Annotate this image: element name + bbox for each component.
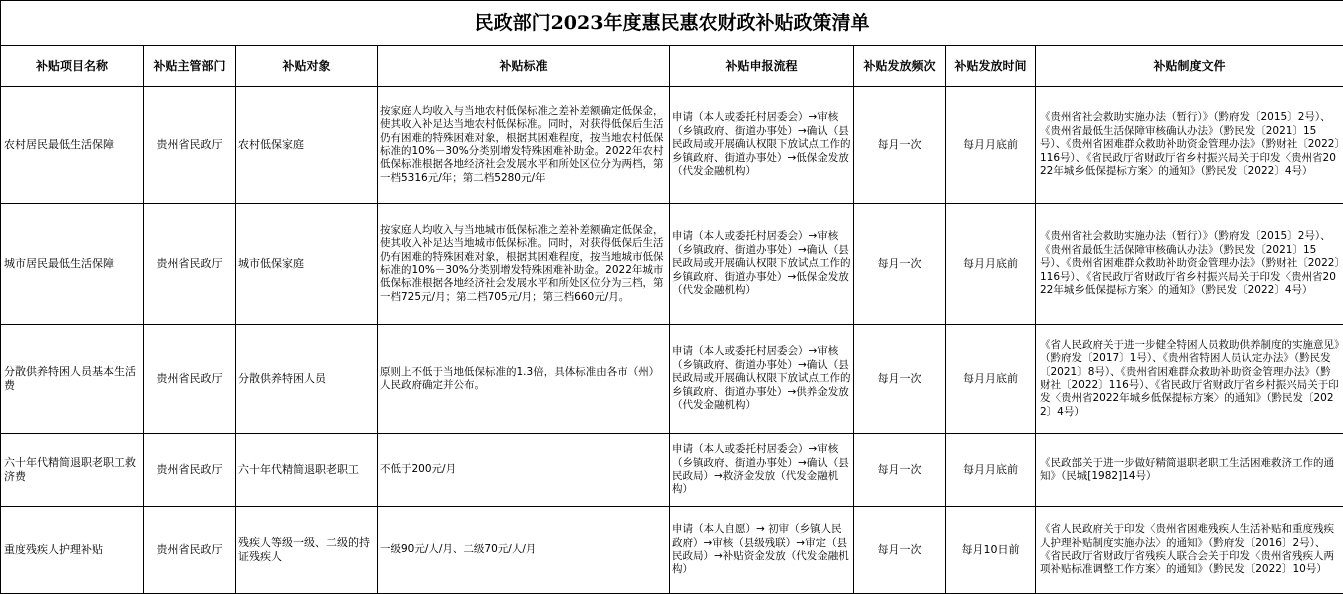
target: 农村低保家庭: [236, 87, 378, 204]
table-row: [1, 204, 1343, 325]
table-row: [1, 87, 1343, 204]
department: 贵州省民政厅: [144, 87, 236, 204]
project-name: 分散供养特困人员基本生活费: [1, 325, 144, 434]
process: 申请（本人或委托村居委会）→审核（乡镇政府、街道办事处）→确认（县民政局）→救济金发放（代发金融机构）: [670, 434, 854, 507]
document-title: 民政部门2023年度惠民惠农财政补贴政策清单: [1, 1, 1343, 46]
header-time: 补贴发放时间: [946, 46, 1036, 87]
process: 申请（本人或委托村居委会）→审核（乡镇政府、街道办事处）→确认（县民政局或开展确认权限下放试点工作的乡镇政府、街道办事处）→低保金发放（代发金融机构）: [670, 204, 854, 325]
header-project-name: 补贴项目名称: [1, 46, 144, 87]
policy-documents: 《省人民政府关于印发〈贵州省困难残疾人生活补贴和重度残疾人护理补贴制度实施办法〉的通知》（黔府发〔2016〕2号）、《省民政厅省财政厅省残疾人联合会关于印发〈贵州省残疾人两项补贴标准调整工作方案〉的通知》（黔民发〔2022〕10号）: [1036, 507, 1343, 594]
header-documents: 补贴制度文件: [1036, 46, 1343, 87]
project-name: 农村居民最低生活保障: [1, 87, 144, 204]
issue-time: 每月月底前: [946, 87, 1036, 204]
target: 残疾人等级一级、二级的持证残疾人: [236, 507, 378, 594]
target: 分散供养特困人员: [236, 325, 378, 434]
department: 贵州省民政厅: [144, 434, 236, 507]
frequency: 每月一次: [854, 507, 946, 594]
policy-documents: 《民政部关于进一步做好精简退职老职工生活困难救济工作的通知》（民城[1982]14号）: [1036, 434, 1343, 507]
policy-documents: 《贵州省社会救助实施办法（暂行）》（黔府发〔2015〕2号）、《贵州省最低生活保障审核确认办法》（黔民发〔2021〕15号）、《贵州省困难群众救助补助资金管理办法》（黔财社〔2022〕116号）、《省民政厅省财政厅省乡村振兴局关于印发〈贵州省2022年城乡低保提标方案〉的通知》（黔民发〔2022〕4号）: [1036, 87, 1343, 204]
standard: 按家庭人均收入与当地农村低保标准之差补差额确定低保金，使其收入补足达当地农村低保标准。同时，对获得低保后生活仍有困难的特殊困难对象，根据其困难程度，按当地农村低保标准的10%－30%分类别增发特殊困难补助金。2022年农村低保标准根据各地经济社会发展水平和所处区位分为两档，第一档5316元/年；第二档5280元/年: [378, 87, 670, 204]
standard: 原则上不低于当地低保标准的1.3倍，具体标准由各市（州）人民政府确定并公布。: [378, 325, 670, 434]
department: 贵州省民政厅: [144, 204, 236, 325]
target: 城市低保家庭: [236, 204, 378, 325]
project-name: 城市居民最低生活保障: [1, 204, 144, 325]
standard: 按家庭人均收入与当地城市低保标准之差补差额确定低保金，使其收入补足达当地城市低保标准。同时，对获得低保后生活仍有困难的特殊困难对象，根据其困难程度，按当地城市低保标准的10%－30%分类别增发特殊困难补助金。2022年城市低保标准根据各地经济社会发展水平和所处区位分为三档，第一档725元/月；第二档705元/月；第三档660元/月。: [378, 204, 670, 325]
frequency: 每月一次: [854, 204, 946, 325]
header-department: 补贴主管部门: [144, 46, 236, 87]
policy-documents: 《省人民政府关于进一步健全特困人员救助供养制度的实施意见》（黔府发〔2017〕1号）、《贵州省特困人员认定办法》（黔民发〔2021〕8号）、《贵州省困难群众救助补助资金管理办法》（黔财社〔2022〕116号）、《省民政厅省财政厅省乡村振兴局关于印发〈贵州省2022年城乡低保提标方案〉的通知》（黔民发〔2022〕4号）: [1036, 325, 1343, 434]
project-name: 重度残疾人护理补贴: [1, 507, 144, 594]
project-name: 六十年代精简退职老职工救济费: [1, 434, 144, 507]
standard: 一级90元/人/月、二级70元/人/月: [378, 507, 670, 594]
header-frequency: 补贴发放频次: [854, 46, 946, 87]
frequency: 每月一次: [854, 434, 946, 507]
issue-time: 每月月底前: [946, 434, 1036, 507]
issue-time: 每月10日前: [946, 507, 1036, 594]
process: 申请（本人或委托村居委会）→审核（乡镇政府、街道办事处）→确认（县民政局或开展确认权限下放试点工作的乡镇政府、街道办事处）→低保金发放（代发金融机构）: [670, 87, 854, 204]
issue-time: 每月月底前: [946, 325, 1036, 434]
issue-time: 每月月底前: [946, 204, 1036, 325]
frequency: 每月一次: [854, 325, 946, 434]
department: 贵州省民政厅: [144, 325, 236, 434]
table-row: [1, 434, 1343, 507]
header-target: 补贴对象: [236, 46, 378, 87]
table-row: [1, 507, 1343, 594]
process: 申请（本人或委托村居委会）→审核（乡镇政府、街道办事处）→确认（县民政局或开展确认权限下放试点工作的乡镇政府、街道办事处）→供养金发放（代发金融机构）: [670, 325, 854, 434]
header-standard: 补贴标准: [378, 46, 670, 87]
header-row: [1, 46, 1343, 87]
policy-documents: 《贵州省社会救助实施办法（暂行）》（黔府发〔2015〕2号）、《贵州省最低生活保障审核确认办法》（黔民发〔2021〕15号）、《贵州省困难群众救助补助资金管理办法》（黔财社〔2022〕116号）、《省民政厅省财政厅省乡村振兴局关于印发〈贵州省2022年城乡低保提标方案〉的通知》（黔民发〔2022〕4号）: [1036, 204, 1343, 325]
frequency: 每月一次: [854, 87, 946, 204]
table-row: [1, 325, 1343, 434]
department: 贵州省民政厅: [144, 507, 236, 594]
header-process: 补贴申报流程: [670, 46, 854, 87]
standard: 不低于200元/月: [378, 434, 670, 507]
target: 六十年代精简退职老职工: [236, 434, 378, 507]
process: 申请（本人自愿）→ 初审（乡镇人民政府）→审核（县级残联）→审定（县民政局）→补贴资金发放（代发金融机构）: [670, 507, 854, 594]
